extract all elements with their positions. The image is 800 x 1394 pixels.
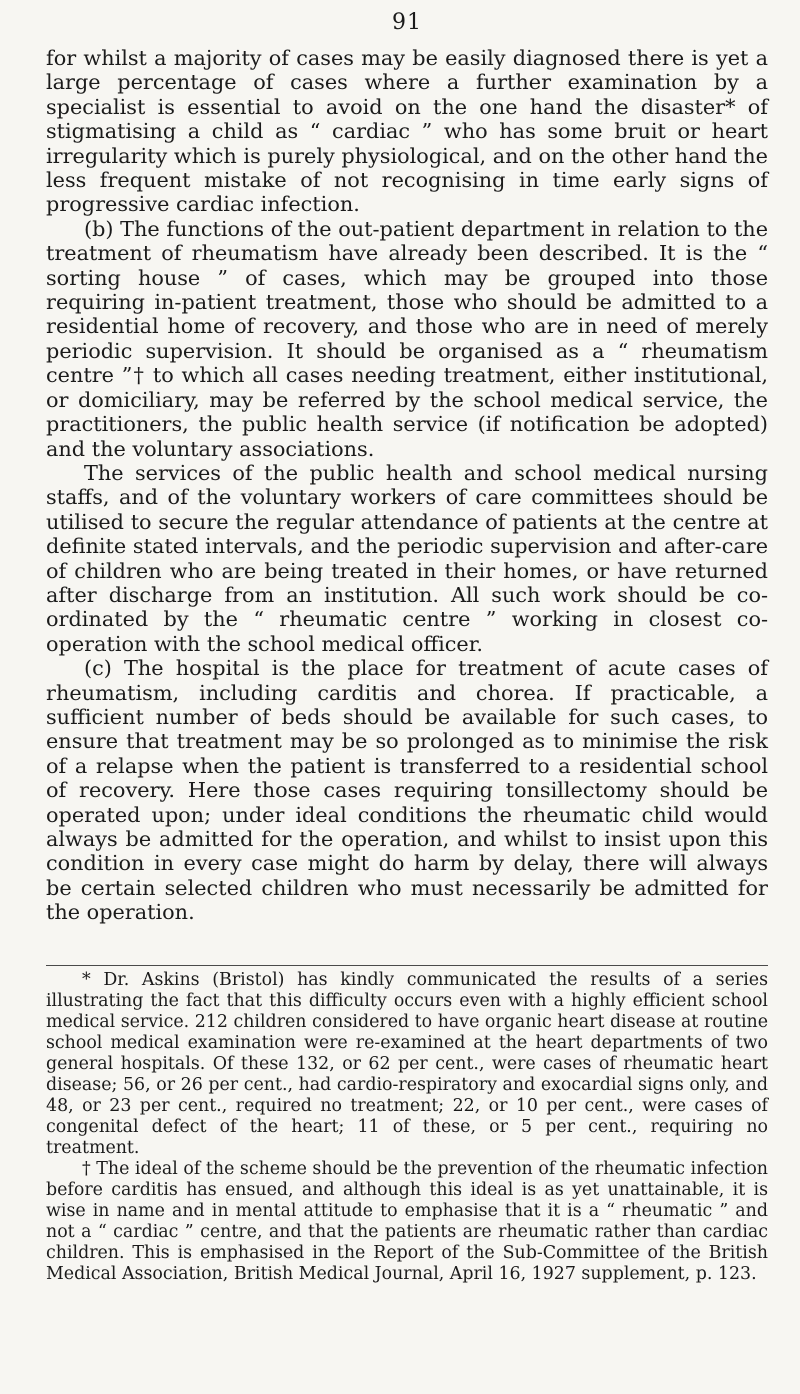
footnotes bbox=[46, 970, 768, 1285]
paragraph-continuation: for whilst a majority of cases may be easily diagnosed there is yet a large percentage of cases where a further examination by a specialist is essential to avoid on the one hand the disaster* of stigmatising a child as “ cardiac ” who has some bruit or heart irregularity which is purely physiological, and on the other hand the less frequent mistake of not recognising in time early signs of progressive cardiac infection. bbox=[46, 46, 768, 217]
footnote-asterisk: * Dr. Askins (Bristol) has kindly communicated the results of a series illustrating the fact that this difficulty occurs even with a highly efficient school medical service. 212 children considered to have organic heart disease at routine school medical examination were re-examined at the heart departments of two general hospitals. Of these 132, or 62 per cent., were cases of rheumatic heart disease; 56, or 26 per cent., had cardio-respiratory and exocardial signs only, and 48, or 23 per cent., required no treatment; 22, or 10 per cent., were cases of congenital defect of the heart; 11 of these, or 5 per cent., requiring no treatment. bbox=[46, 969, 768, 1158]
main-text bbox=[46, 46, 768, 925]
page-number: 91 bbox=[392, 10, 422, 35]
paragraph-b-out-patient: (b) The functions of the out-patient department in relation to the treatment of rheumatism have already been described. It is the “ sorting house ” of cases, which may be grouped into those requiring in-patient treatment, those who should be admitted to a residential home of recovery, and those who are in need of merely periodic supervision. It should be organised as a “ rheumatism centre ”† to which all cases needing treatment, either institutional, or domiciliary, may be referred by the school medical service, the practitioners, the public health service (if notification be adopted) and the voluntary associations. bbox=[46, 216, 768, 461]
footnote-dagger: † The ideal of the scheme should be the prevention of the rheumatic infection before carditis has ensued, and although this ideal is as yet unattainable, it is wise in name and in mental attitude to emphasise that it is a “ rheumatic ” and not a “ cardiac ” centre, and that the patients are rheumatic rather than cardiac children. This is emphasised in the Report of the Sub-Committee of the British Medical Association, British Medical Journal, April 16, 1927 supplement, p. 123. bbox=[46, 1158, 768, 1284]
footnote-divider bbox=[46, 965, 768, 966]
document-page bbox=[46, 0, 768, 1394]
paragraph-c-hospital: (c) The hospital is the place for treatment of acute cases of rheumatism, including carditis and chorea. If practicable, a sufficient number of beds should be available for such cases, to ensure that treatment may be so prolonged as to minimise the risk of a relapse when the patient is transferred to a residential school of recovery. Here those cases requiring tonsillectomy should be operated upon; under ideal conditions the rheumatic child would always be admitted for the operation, and whilst to insist upon this condition in every case might do harm by delay, there will always be certain selected children who must necessarily be admitted for the operation. bbox=[46, 656, 768, 925]
paragraph-nursing-services: The services of the public health and school medical nursing staffs, and of the voluntary workers of care committees should be utilised to secure the regular attendance of patients at the centre at definite stated intervals, and the periodic supervision and after-care of children who are being treated in their homes, or have returned after discharge from an institution. All such work should be co-ordinated by the “ rheumatic centre ” working in closest co-operation with the school medical officer. bbox=[46, 460, 768, 656]
